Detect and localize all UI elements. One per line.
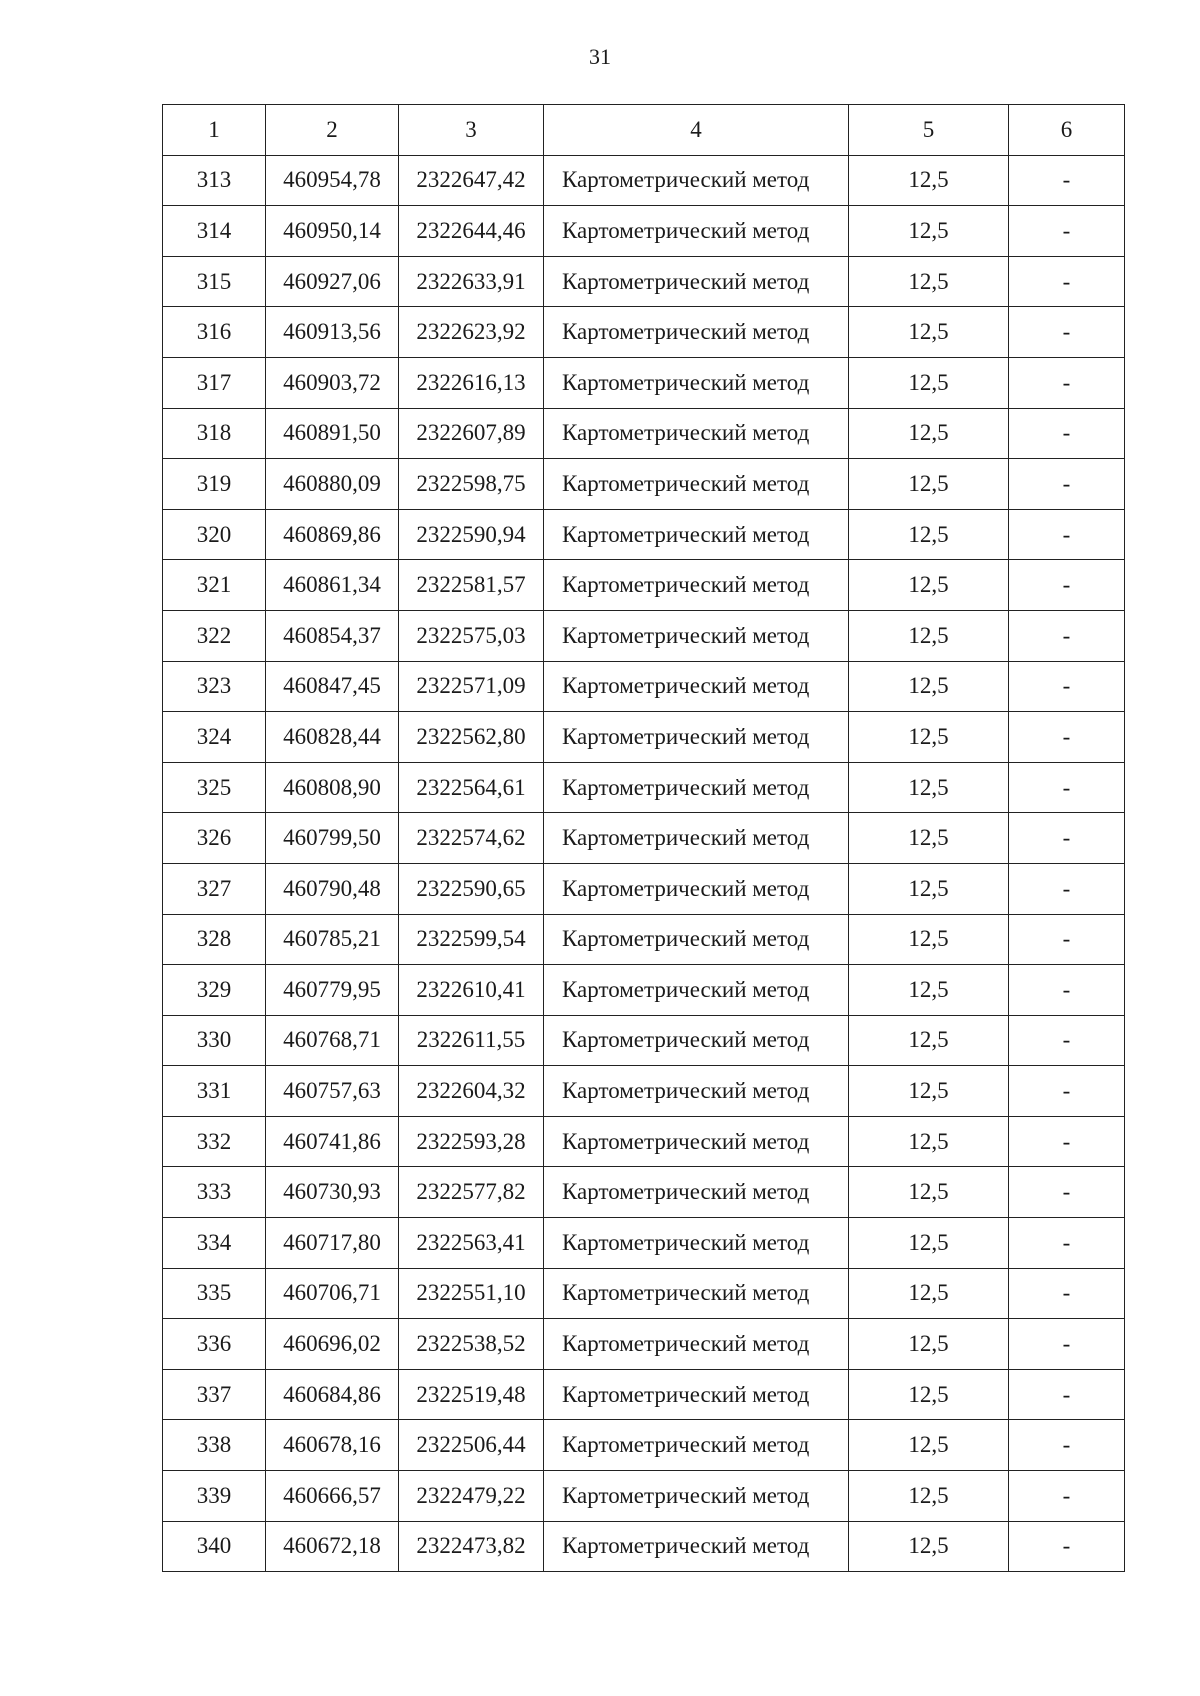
x-coordinate-cell: 460706,71 [266,1268,399,1319]
table-row [163,1218,1125,1269]
point-number-cell: 332 [163,1116,266,1167]
y-coordinate-cell: 2322647,42 [399,155,544,206]
table-row [163,914,1125,965]
point-number-cell: 319 [163,459,266,510]
method-cell: Картометрический метод [544,914,849,965]
y-coordinate-cell: 2322564,61 [399,762,544,813]
table-row [163,1369,1125,1420]
accuracy-cell: 12,5 [849,1167,1009,1218]
x-coordinate-cell: 460678,16 [266,1420,399,1471]
table-row [163,1319,1125,1370]
point-number-cell: 321 [163,560,266,611]
method-cell: Картометрический метод [544,813,849,864]
y-coordinate-cell: 2322611,55 [399,1015,544,1066]
y-coordinate-cell: 2322633,91 [399,256,544,307]
accuracy-cell: 12,5 [849,1471,1009,1522]
point-number-cell: 328 [163,914,266,965]
point-number-cell: 317 [163,357,266,408]
accuracy-cell: 12,5 [849,712,1009,763]
method-cell: Картометрический метод [544,1066,849,1117]
x-coordinate-cell: 460854,37 [266,610,399,661]
header-cell: 5 [849,105,1009,156]
table-row [163,256,1125,307]
accuracy-cell: 12,5 [849,762,1009,813]
table-row [163,357,1125,408]
table-row [163,560,1125,611]
accuracy-cell: 12,5 [849,1218,1009,1269]
y-coordinate-cell: 2322577,82 [399,1167,544,1218]
note-cell: - [1009,1420,1125,1471]
accuracy-cell: 12,5 [849,206,1009,257]
method-cell: Картометрический метод [544,712,849,763]
y-coordinate-cell: 2322610,41 [399,965,544,1016]
accuracy-cell: 12,5 [849,813,1009,864]
method-cell: Картометрический метод [544,509,849,560]
note-cell: - [1009,1319,1125,1370]
note-cell: - [1009,863,1125,914]
y-coordinate-cell: 2322479,22 [399,1471,544,1522]
note-cell: - [1009,206,1125,257]
y-coordinate-cell: 2322574,62 [399,813,544,864]
point-number-cell: 325 [163,762,266,813]
table-row [163,1066,1125,1117]
y-coordinate-cell: 2322616,13 [399,357,544,408]
page-number: 31 [589,44,611,69]
method-cell: Картометрический метод [544,1521,849,1572]
accuracy-cell: 12,5 [849,459,1009,510]
table-header-row [163,105,1125,156]
x-coordinate-cell: 460779,95 [266,965,399,1016]
note-cell: - [1009,813,1125,864]
table-row [163,712,1125,763]
point-number-cell: 333 [163,1167,266,1218]
y-coordinate-cell: 2322562,80 [399,712,544,763]
x-coordinate-cell: 460950,14 [266,206,399,257]
note-cell: - [1009,610,1125,661]
table-row [163,1420,1125,1471]
point-number-cell: 314 [163,206,266,257]
x-coordinate-cell: 460913,56 [266,307,399,358]
table-row [163,1167,1125,1218]
table-row [163,1015,1125,1066]
note-cell: - [1009,1369,1125,1420]
table-row [163,1521,1125,1572]
y-coordinate-cell: 2322623,92 [399,307,544,358]
table-row [163,813,1125,864]
accuracy-cell: 12,5 [849,610,1009,661]
method-cell: Картометрический метод [544,206,849,257]
x-coordinate-cell: 460847,45 [266,661,399,712]
table-row [163,965,1125,1016]
x-coordinate-cell: 460891,50 [266,408,399,459]
method-cell: Картометрический метод [544,560,849,611]
table-row [163,762,1125,813]
point-number-cell: 338 [163,1420,266,1471]
header-cell: 3 [399,105,544,156]
note-cell: - [1009,1471,1125,1522]
y-coordinate-cell: 2322598,75 [399,459,544,510]
y-coordinate-cell: 2322571,09 [399,661,544,712]
y-coordinate-cell: 2322563,41 [399,1218,544,1269]
accuracy-cell: 12,5 [849,155,1009,206]
note-cell: - [1009,560,1125,611]
x-coordinate-cell: 460954,78 [266,155,399,206]
method-cell: Картометрический метод [544,357,849,408]
y-coordinate-cell: 2322604,32 [399,1066,544,1117]
x-coordinate-cell: 460717,80 [266,1218,399,1269]
accuracy-cell: 12,5 [849,1319,1009,1370]
y-coordinate-cell: 2322590,94 [399,509,544,560]
note-cell: - [1009,1066,1125,1117]
point-number-cell: 324 [163,712,266,763]
x-coordinate-cell: 460903,72 [266,357,399,408]
point-number-cell: 335 [163,1268,266,1319]
accuracy-cell: 12,5 [849,1420,1009,1471]
method-cell: Картометрический метод [544,1116,849,1167]
table-row [163,509,1125,560]
x-coordinate-cell: 460880,09 [266,459,399,510]
table-row [163,155,1125,206]
note-cell: - [1009,1116,1125,1167]
note-cell: - [1009,408,1125,459]
table-row [163,206,1125,257]
note-cell: - [1009,357,1125,408]
accuracy-cell: 12,5 [849,863,1009,914]
note-cell: - [1009,661,1125,712]
point-number-cell: 313 [163,155,266,206]
y-coordinate-cell: 2322593,28 [399,1116,544,1167]
point-number-cell: 320 [163,509,266,560]
table-row [163,863,1125,914]
accuracy-cell: 12,5 [849,661,1009,712]
x-coordinate-cell: 460785,21 [266,914,399,965]
y-coordinate-cell: 2322590,65 [399,863,544,914]
method-cell: Картометрический метод [544,1420,849,1471]
method-cell: Картометрический метод [544,762,849,813]
method-cell: Картометрический метод [544,1369,849,1420]
point-number-cell: 326 [163,813,266,864]
note-cell: - [1009,256,1125,307]
y-coordinate-cell: 2322575,03 [399,610,544,661]
x-coordinate-cell: 460666,57 [266,1471,399,1522]
accuracy-cell: 12,5 [849,307,1009,358]
x-coordinate-cell: 460869,86 [266,509,399,560]
point-number-cell: 327 [163,863,266,914]
point-number-cell: 329 [163,965,266,1016]
accuracy-cell: 12,5 [849,256,1009,307]
x-coordinate-cell: 460790,48 [266,863,399,914]
method-cell: Картометрический метод [544,965,849,1016]
point-number-cell: 322 [163,610,266,661]
table-row [163,610,1125,661]
x-coordinate-cell: 460861,34 [266,560,399,611]
table-row [163,459,1125,510]
accuracy-cell: 12,5 [849,509,1009,560]
note-cell: - [1009,1521,1125,1572]
x-coordinate-cell: 460696,02 [266,1319,399,1370]
note-cell: - [1009,509,1125,560]
point-number-cell: 334 [163,1218,266,1269]
point-number-cell: 336 [163,1319,266,1370]
header-cell: 2 [266,105,399,156]
y-coordinate-cell: 2322581,57 [399,560,544,611]
point-number-cell: 340 [163,1521,266,1572]
table-row [163,1268,1125,1319]
point-number-cell: 339 [163,1471,266,1522]
table-row [163,408,1125,459]
x-coordinate-cell: 460828,44 [266,712,399,763]
x-coordinate-cell: 460741,86 [266,1116,399,1167]
y-coordinate-cell: 2322506,44 [399,1420,544,1471]
x-coordinate-cell: 460684,86 [266,1369,399,1420]
note-cell: - [1009,307,1125,358]
accuracy-cell: 12,5 [849,1369,1009,1420]
point-number-cell: 315 [163,256,266,307]
accuracy-cell: 12,5 [849,965,1009,1016]
coordinates-table [162,104,1125,1572]
table-row [163,1471,1125,1522]
table-row [163,307,1125,358]
table-row [163,661,1125,712]
point-number-cell: 331 [163,1066,266,1117]
note-cell: - [1009,965,1125,1016]
note-cell: - [1009,1167,1125,1218]
method-cell: Картометрический метод [544,408,849,459]
accuracy-cell: 12,5 [849,1015,1009,1066]
method-cell: Картометрический метод [544,307,849,358]
note-cell: - [1009,1015,1125,1066]
x-coordinate-cell: 460672,18 [266,1521,399,1572]
note-cell: - [1009,914,1125,965]
note-cell: - [1009,155,1125,206]
accuracy-cell: 12,5 [849,408,1009,459]
accuracy-cell: 12,5 [849,914,1009,965]
y-coordinate-cell: 2322607,89 [399,408,544,459]
point-number-cell: 323 [163,661,266,712]
x-coordinate-cell: 460768,71 [266,1015,399,1066]
method-cell: Картометрический метод [544,1268,849,1319]
point-number-cell: 318 [163,408,266,459]
accuracy-cell: 12,5 [849,1521,1009,1572]
y-coordinate-cell: 2322551,10 [399,1268,544,1319]
method-cell: Картометрический метод [544,661,849,712]
method-cell: Картометрический метод [544,1218,849,1269]
table-row [163,1116,1125,1167]
x-coordinate-cell: 460808,90 [266,762,399,813]
note-cell: - [1009,1268,1125,1319]
y-coordinate-cell: 2322599,54 [399,914,544,965]
method-cell: Картометрический метод [544,1015,849,1066]
method-cell: Картометрический метод [544,1167,849,1218]
point-number-cell: 316 [163,307,266,358]
x-coordinate-cell: 460799,50 [266,813,399,864]
y-coordinate-cell: 2322538,52 [399,1319,544,1370]
y-coordinate-cell: 2322519,48 [399,1369,544,1420]
method-cell: Картометрический метод [544,610,849,661]
method-cell: Картометрический метод [544,1471,849,1522]
header-cell: 1 [163,105,266,156]
method-cell: Картометрический метод [544,256,849,307]
method-cell: Картометрический метод [544,459,849,510]
note-cell: - [1009,712,1125,763]
header-cell: 4 [544,105,849,156]
header-cell: 6 [1009,105,1125,156]
note-cell: - [1009,1218,1125,1269]
method-cell: Картометрический метод [544,863,849,914]
table-body [163,105,1125,1572]
method-cell: Картометрический метод [544,1319,849,1370]
method-cell: Картометрический метод [544,155,849,206]
x-coordinate-cell: 460730,93 [266,1167,399,1218]
x-coordinate-cell: 460927,06 [266,256,399,307]
note-cell: - [1009,459,1125,510]
accuracy-cell: 12,5 [849,1066,1009,1117]
point-number-cell: 330 [163,1015,266,1066]
accuracy-cell: 12,5 [849,560,1009,611]
y-coordinate-cell: 2322473,82 [399,1521,544,1572]
accuracy-cell: 12,5 [849,357,1009,408]
point-number-cell: 337 [163,1369,266,1420]
x-coordinate-cell: 460757,63 [266,1066,399,1117]
y-coordinate-cell: 2322644,46 [399,206,544,257]
accuracy-cell: 12,5 [849,1268,1009,1319]
accuracy-cell: 12,5 [849,1116,1009,1167]
note-cell: - [1009,762,1125,813]
